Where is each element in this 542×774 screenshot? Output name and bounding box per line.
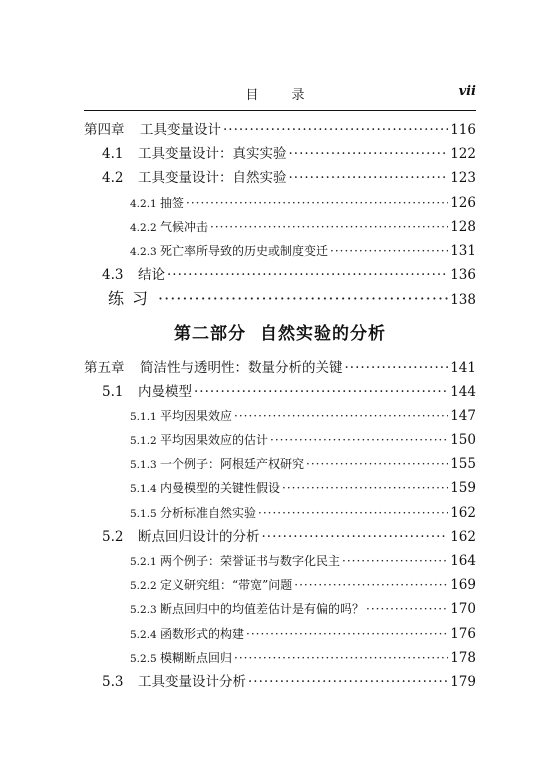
toc-entry-title: 断点回归设计的分析 xyxy=(138,528,260,545)
toc-entry-title: 平均因果效应的估计 xyxy=(160,433,269,448)
toc-entry-number: 4.3 xyxy=(102,267,124,284)
toc-entry-title: 气候冲击 xyxy=(160,219,209,234)
dot-leader xyxy=(289,166,449,190)
toc-entry-number: 5.1.2 xyxy=(130,435,157,448)
toc-entry[interactable] xyxy=(84,476,476,500)
toc-entry-page: 150 xyxy=(450,432,476,449)
dot-leader xyxy=(194,380,448,404)
toc-entry[interactable] xyxy=(84,380,476,404)
page-header xyxy=(84,84,476,104)
toc-entry-page: 147 xyxy=(450,407,476,424)
toc-entry-page: 162 xyxy=(450,504,476,521)
toc-entry-number: 4.2 xyxy=(102,170,124,187)
toc-entry-title: 死亡率所导致的历史或制度变迁 xyxy=(160,243,329,258)
toc-entry[interactable] xyxy=(84,166,476,190)
toc-entry[interactable] xyxy=(84,452,476,476)
toc-entry-number: 4.2.1 xyxy=(130,197,157,210)
toc-entry[interactable] xyxy=(84,287,476,311)
toc-entry-number: 5.2.2 xyxy=(130,580,157,593)
toc-entry-title: 抽签 xyxy=(160,195,185,210)
dot-leader xyxy=(342,549,448,573)
part-title: 自然实验的分析 xyxy=(260,323,386,344)
toc-entry-number: 5.1 xyxy=(102,383,124,400)
toc-entry[interactable] xyxy=(84,597,476,621)
toc-entry-page: 128 xyxy=(450,218,476,235)
dot-leader xyxy=(345,356,449,380)
toc-entry[interactable] xyxy=(84,573,476,597)
header-title: 目 录 xyxy=(245,88,315,103)
toc-entry[interactable] xyxy=(84,118,476,142)
toc-entry-page: 126 xyxy=(450,194,476,211)
dot-leader xyxy=(186,191,448,215)
toc-entry-number: 5.2.4 xyxy=(130,628,157,641)
toc-list-bottom xyxy=(84,356,476,695)
toc-entry-title: 一个例子：阿根廷产权研究 xyxy=(160,457,305,472)
toc-entry-title: 工具变量设计：自然实验 xyxy=(138,170,287,187)
dot-leader xyxy=(158,287,448,311)
dot-leader xyxy=(246,622,448,646)
toc-entry[interactable] xyxy=(84,428,476,452)
toc-entry-page: 141 xyxy=(450,359,476,376)
dot-leader xyxy=(289,142,449,166)
toc-entry[interactable] xyxy=(84,670,476,694)
toc-entry-title: 工具变量设计：真实实验 xyxy=(138,146,287,163)
dot-leader xyxy=(330,239,448,263)
toc-entry-number: 5.2.1 xyxy=(130,556,157,568)
toc-entry[interactable] xyxy=(84,215,476,239)
toc-entry-number: 5.2 xyxy=(102,528,124,545)
toc-entry-number: 4.2.2 xyxy=(130,221,157,234)
dot-leader xyxy=(366,597,448,621)
header-page-number: vii xyxy=(458,84,476,99)
table-of-contents xyxy=(84,118,476,694)
dot-leader xyxy=(262,525,449,549)
toc-entry-page: 131 xyxy=(450,242,476,259)
toc-entry-title: 两个例子：荣誉证书与数字化民主 xyxy=(160,554,341,568)
part-heading xyxy=(84,312,476,356)
toc-entry-page: 170 xyxy=(450,601,476,618)
toc-entry-title: 结论 xyxy=(138,267,165,284)
toc-entry-title: 模糊断点回归 xyxy=(160,650,233,665)
dot-leader xyxy=(294,573,448,597)
dot-leader xyxy=(306,452,448,476)
dot-leader xyxy=(223,118,448,142)
toc-entry-title: 内曼模型的关键性假设 xyxy=(160,481,281,496)
toc-entry-number: 4.1 xyxy=(102,146,124,163)
toc-entry-page: 164 xyxy=(450,553,476,569)
toc-entry[interactable] xyxy=(84,263,476,287)
toc-entry[interactable] xyxy=(84,622,476,646)
dot-leader xyxy=(282,476,448,500)
toc-entry[interactable] xyxy=(84,191,476,215)
toc-entry-number: 5.2.5 xyxy=(130,652,157,665)
toc-entry-title: 断点回归中的均值差估计是有偏的吗？ xyxy=(160,602,365,617)
toc-entry-title: 练习 xyxy=(108,289,157,309)
toc-entry-number: 5.1.3 xyxy=(130,459,157,472)
toc-entry-page: 169 xyxy=(450,577,476,594)
toc-entry-page: 162 xyxy=(450,528,476,545)
toc-entry-page: 178 xyxy=(450,649,476,666)
toc-entry-number: 第五章 xyxy=(84,359,125,376)
dot-leader xyxy=(234,646,448,670)
toc-entry-number: 5.3 xyxy=(102,673,124,690)
toc-list-top xyxy=(84,118,476,312)
toc-entry-number: 5.1.1 xyxy=(130,410,157,423)
toc-entry[interactable] xyxy=(84,239,476,263)
toc-entry-number: 5.1.4 xyxy=(130,483,157,496)
toc-entry-page: 179 xyxy=(450,673,476,690)
dot-leader xyxy=(167,263,448,287)
header-rule xyxy=(84,110,476,111)
toc-entry-title: 函数形式的构建 xyxy=(160,626,245,641)
toc-entry-title: 简洁性与透明性：数量分析的关键 xyxy=(140,359,343,376)
dot-leader xyxy=(258,501,448,525)
toc-entry[interactable] xyxy=(84,646,476,670)
toc-entry-number: 第四章 xyxy=(84,122,125,138)
toc-entry-title: 分析标准自然实验 xyxy=(160,505,257,520)
dot-leader xyxy=(234,404,448,428)
toc-entry-page: 155 xyxy=(450,456,476,473)
dot-leader xyxy=(248,670,448,694)
toc-entry[interactable] xyxy=(84,142,476,166)
toc-entry-title: 工具变量设计分析 xyxy=(138,673,246,690)
toc-entry[interactable] xyxy=(84,549,476,573)
toc-entry-page: 176 xyxy=(450,625,476,642)
toc-entry-page: 159 xyxy=(450,480,476,497)
toc-entry-number: 5.2.3 xyxy=(130,604,157,617)
toc-entry-page: 123 xyxy=(450,170,476,187)
dot-leader xyxy=(210,215,448,239)
toc-entry-page: 136 xyxy=(450,267,476,284)
toc-entry-page: 122 xyxy=(450,146,476,163)
toc-entry[interactable] xyxy=(84,404,476,428)
toc-entry-number: 5.1.5 xyxy=(130,507,157,520)
toc-entry-page: 116 xyxy=(450,122,476,138)
toc-entry-title: 定义研究组：“带宽”问题 xyxy=(160,578,293,593)
toc-entry-number: 4.2.3 xyxy=(130,245,157,258)
toc-entry[interactable] xyxy=(84,356,476,380)
toc-entry-page: 144 xyxy=(450,383,476,400)
toc-entry[interactable] xyxy=(84,501,476,525)
toc-entry-page: 138 xyxy=(450,292,476,309)
toc-entry-title: 工具变量设计 xyxy=(140,122,221,138)
toc-entry-title: 内曼模型 xyxy=(138,383,192,400)
toc-entry-title: 平均因果效应 xyxy=(160,408,233,423)
dot-leader xyxy=(270,428,448,452)
toc-entry[interactable] xyxy=(84,525,476,549)
part-label: 第二部分 xyxy=(174,323,246,344)
